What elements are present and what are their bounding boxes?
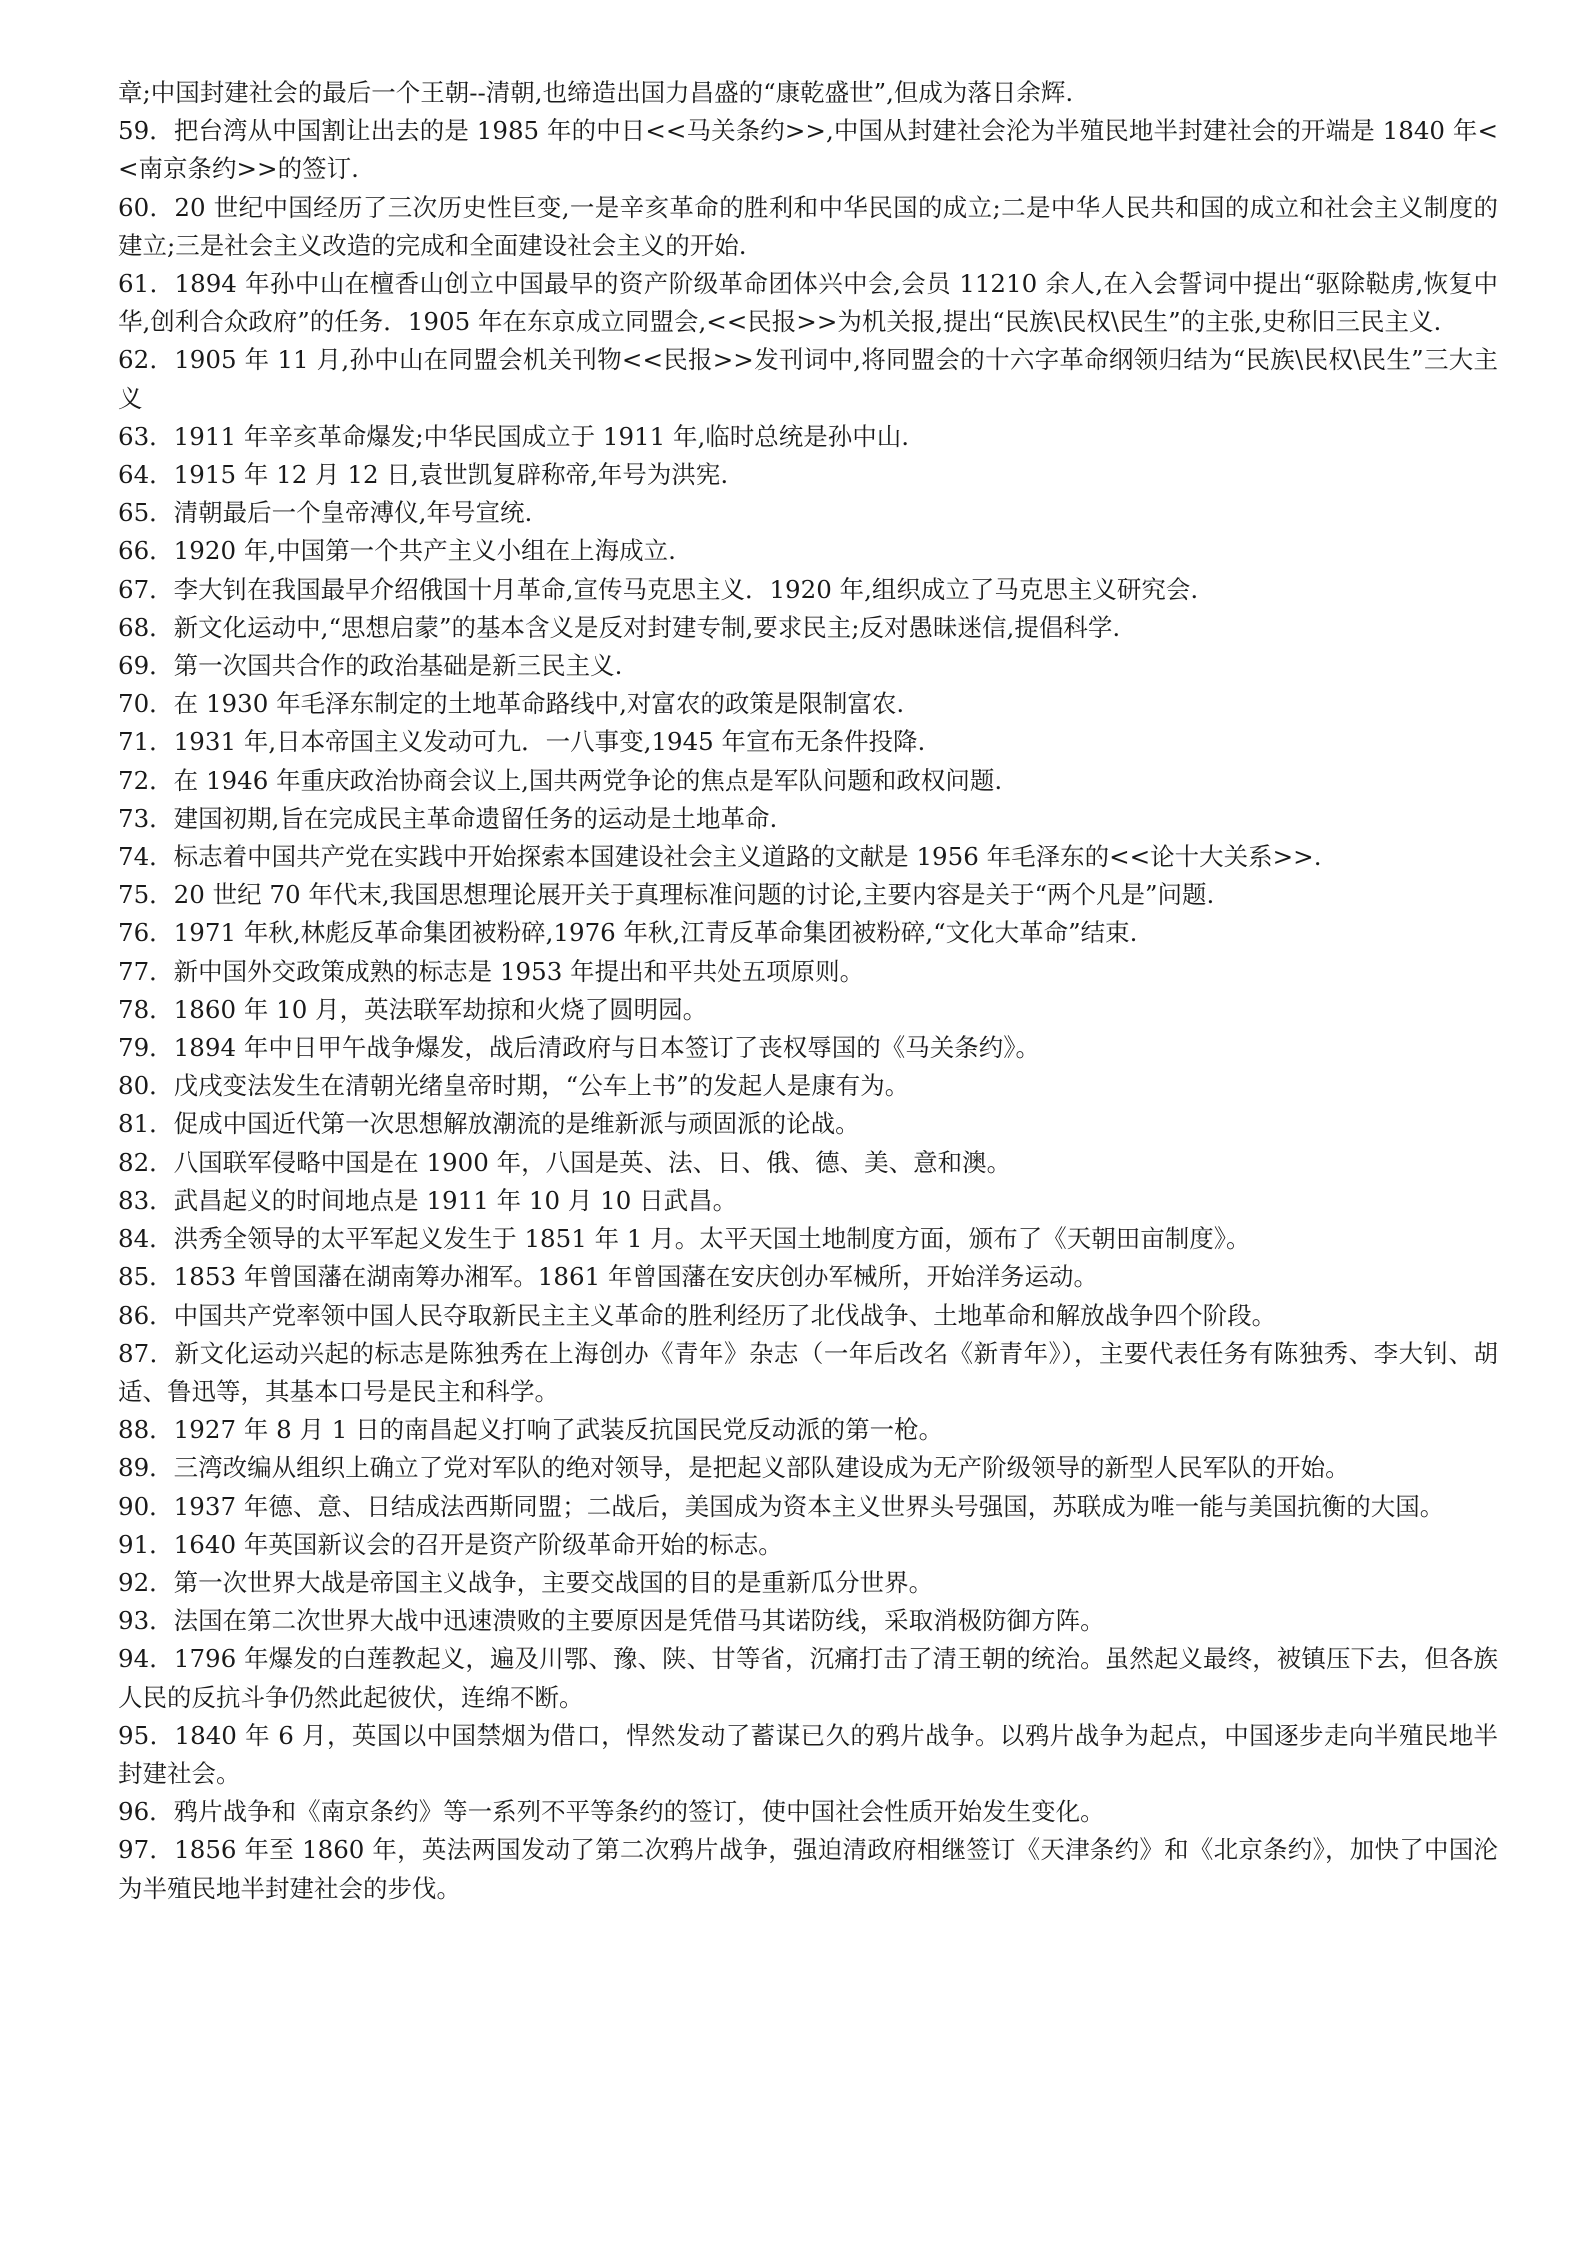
item-68: 68．新文化运动中,“思想启蒙”的基本含义是反对封建专制,要求民主;反对愚昧迷信,提倡科学. <box>118 612 1121 642</box>
item-77: 77．新中国外交政策成熟的标志是 1953 年提出和平共处五项原则。 <box>118 956 865 986</box>
item-80: 80．戊戌变法发生在清朝光绪皇帝时期，“公车上书”的发起人是康有为。 <box>118 1071 910 1101</box>
item-73: 73．建国初期,旨在完成民主革命遗留任务的运动是土地革命. <box>118 803 778 833</box>
item-84: 84．洪秀全领导的太平军起义发生于 1851 年 1 月。太平天国土地制度方面，颁布了《天朝田亩制度》。 <box>118 1224 1251 1254</box>
item-70: 70．在 1930 年毛泽东制定的土地革命路线中,对富农的政策是限制富农. <box>118 689 905 719</box>
item-95: 95．1840 年 6 月，英国以中国禁烟为借口，悍然发动了蓄谋已久的鸦片战争。以鸦片战争为起点，中国逐步走向半殖民地半封建社会。 <box>118 1720 1498 1788</box>
item-97: 97．1856 年至 1860 年，英法两国发动了第二次鸦片战争，强迫清政府相继签订《天津条约》和《北京条约》，加快了中国沦为半殖民地半封建社会的步伐。 <box>118 1835 1498 1903</box>
item-71: 71．1931 年,日本帝国主义发动可九．一八事变,1945 年宣布无条件投降. <box>118 727 926 757</box>
item-86: 86．中国共产党率领中国人民夺取新民主主义革命的胜利经历了北伐战争、土地革命和解放战争四个阶段。 <box>118 1300 1277 1330</box>
item-90: 90．1937 年德、意、日结成法西斯同盟；二战后，美国成为资本主义世界头号强国，苏联成为唯一能与美国抗衡的大国。 <box>118 1491 1445 1521</box>
item-67: 67．李大钊在我国最早介绍俄国十月革命,宣传马克思主义．1920 年,组织成立了马克思主义研究会. <box>118 574 1199 604</box>
item-64: 64．1915 年 12 月 12 日,袁世凯复辟称帝,年号为洪宪. <box>118 460 729 490</box>
item-89: 89．三湾改编从组织上确立了党对军队的绝对领导，是把起义部队建设成为无产阶级领导的新型人民军队的开始。 <box>118 1453 1350 1483</box>
item-59: 59．把台湾从中国割让出去的是 1985 年的中日<<马关条约>>,中国从封建社会沦为半殖民地半封建社会的开端是 1840 年<<南京条约>>的签订. <box>118 116 1498 184</box>
item-66: 66．1920 年,中国第一个共产主义小组在上海成立. <box>118 536 676 566</box>
item-93: 93．法国在第二次世界大战中迅速溃败的主要原因是凭借马其诺防线，采取消极防御方阵。 <box>118 1606 1105 1636</box>
item-63: 63．1911 年辛亥革命爆发;中华民国成立于 1911 年,临时总统是孙中山. <box>118 421 910 451</box>
item-85: 85．1853 年曾国藩在湖南筹办湘军。1861 年曾国藩在安庆创办军械所，开始洋务运动。 <box>118 1262 1098 1292</box>
item-91: 91．1640 年英国新议会的召开是资产阶级革命开始的标志。 <box>118 1529 783 1559</box>
item-88: 88．1927 年 8 月 1 日的南昌起义打响了武装反抗国民党反动派的第一枪。 <box>118 1415 944 1445</box>
item-94: 94．1796 年爆发的白莲教起义，遍及川鄂、豫、陕、甘等省，沉痛打击了清王朝的统治。虽然起义最终，被镇压下去，但各族人民的反抗斗争仍然此起彼伏，连绵不断。 <box>118 1644 1498 1712</box>
item-75: 75．20 世纪 70 年代末,我国思想理论展开关于真理标准问题的讨论,主要内容是关于“两个凡是”问题. <box>118 880 1215 910</box>
item-92: 92．第一次世界大战是帝国主义战争，主要交战国的目的是重新瓜分世界。 <box>118 1567 934 1597</box>
item-65: 65．清朝最后一个皇帝溥仪,年号宣统. <box>118 498 533 528</box>
item-96: 96．鸦片战争和《南京条约》等一系列不平等条约的签订，使中国社会性质开始发生变化。 <box>118 1797 1105 1827</box>
item-76: 76．1971 年秋,林彪反革命集团被粉碎,1976 年秋,江青反革命集团被粉碎,“文化大革命”结束. <box>118 918 1138 948</box>
document-page <box>118 74 1498 1908</box>
item-83: 83．武昌起义的时间地点是 1911 年 10 月 10 日武昌。 <box>118 1185 738 1215</box>
paragraph-continued: 章;中国封建社会的最后一个王朝--清朝,也缔造出国力昌盛的“康乾盛世”,但成为落日余辉. <box>118 78 1074 107</box>
item-74: 74．标志着中国共产党在实践中开始探索本国建设社会主义道路的文献是 1956 年毛泽东的<<论十大关系>>. <box>118 842 1322 872</box>
item-60: 60．20 世纪中国经历了三次历史性巨变,一是辛亥革命的胜利和中华民国的成立;二是中华人民共和国的成立和社会主义制度的建立;三是社会主义改造的完成和全面建设社会主义的开始. <box>118 192 1498 260</box>
item-82: 82．八国联军侵略中国是在 1900 年，八国是英、法、日、俄、德、美、意和澳。 <box>118 1147 1012 1177</box>
item-81: 81．促成中国近代第一次思想解放潮流的是维新派与顽固派的论战。 <box>118 1109 860 1139</box>
item-72: 72．在 1946 年重庆政治协商会议上,国共两党争论的焦点是军队问题和政权问题. <box>118 765 1003 795</box>
item-62: 62．1905 年 11 月,孙中山在同盟会机关刊物<<民报>>发刊词中,将同盟会的十六字革命纲领归结为“民族\民权\民生”三大主义 <box>118 345 1498 413</box>
item-79: 79．1894 年中日甲午战争爆发，战后清政府与日本签订了丧权辱国的《马关条约》。 <box>118 1033 1041 1063</box>
item-87: 87．新文化运动兴起的标志是陈独秀在上海创办《青年》杂志（一年后改名《新青年》），主要代表任务有陈独秀、李大钊、胡适、鲁迅等，其基本口号是民主和科学。 <box>118 1338 1498 1406</box>
item-61: 61．1894 年孙中山在檀香山创立中国最早的资产阶级革命团体兴中会,会员 11210 余人,在入会誓词中提出“驱除鞑虏,恢复中华,创利合众政府”的任务．1905 年在东京成立同盟会,<<民报>>为机关报,提出“民族\民权\民生”的主张,史称旧三民主义. <box>118 269 1498 337</box>
item-78: 78．1860 年 10 月，英法联军劫掠和火烧了圆明园。 <box>118 994 708 1024</box>
item-69: 69．第一次国共合作的政治基础是新三民主义. <box>118 651 623 681</box>
